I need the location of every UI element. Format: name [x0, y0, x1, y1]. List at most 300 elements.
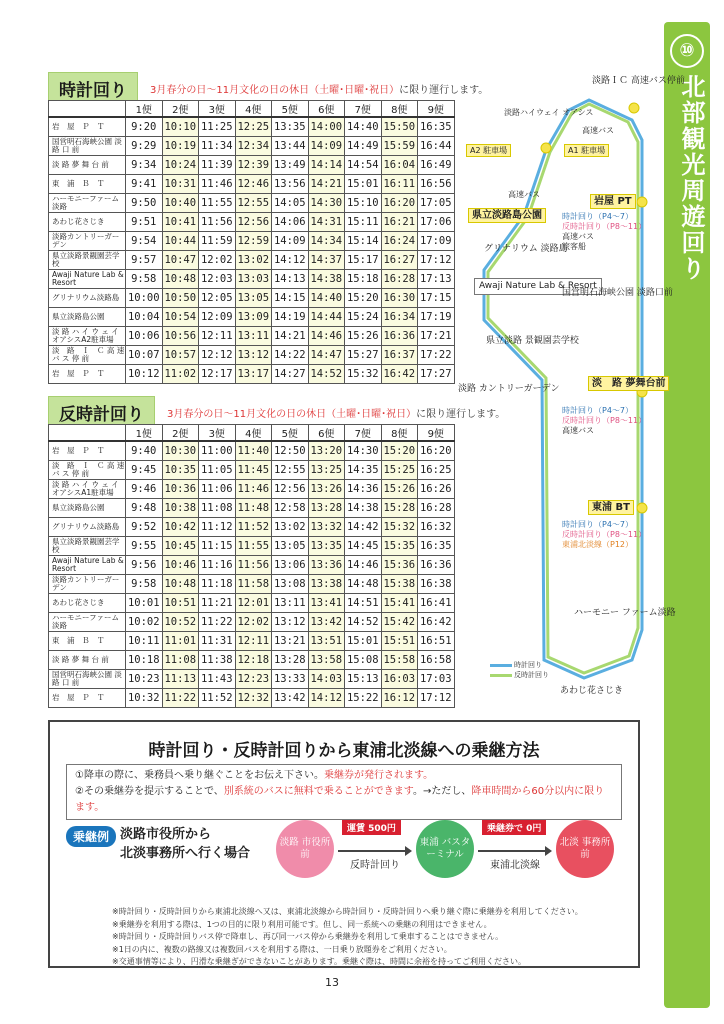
fine-print-line: ※乗継券を利用する際は、1つの目的に限り利用可能です。但し、同一系統への乗継の利用はできません。	[112, 919, 492, 929]
leg-1: 反時計回り	[350, 860, 400, 871]
time-cell: 11:05	[199, 460, 236, 479]
time-cell: 11:55	[235, 536, 272, 555]
time-cell: 16:41	[418, 593, 455, 612]
time-cell: 16:35	[418, 117, 455, 136]
time-cell: 11:13	[162, 669, 199, 688]
time-cell: 14:52	[345, 612, 382, 631]
time-cell: 14:14	[308, 155, 345, 174]
time-cell: 10:48	[162, 574, 199, 593]
time-cell: 13:35	[272, 117, 309, 136]
map-oasis: 淡路ハイウェイ オアシス	[504, 108, 594, 117]
stop-name: あわじ花さじき	[49, 593, 126, 612]
time-cell: 16:28	[418, 498, 455, 517]
time-cell: 12:11	[235, 631, 272, 650]
time-cell: 13:12	[272, 612, 309, 631]
time-cell: 12:59	[235, 231, 272, 250]
time-cell: 14:47	[308, 345, 345, 364]
time-cell: 14:30	[345, 441, 382, 460]
counterclockwise-timetable	[48, 424, 455, 708]
time-cell: 11:00	[199, 441, 236, 460]
table-row	[49, 155, 455, 174]
time-cell: 12:17	[199, 364, 236, 383]
time-cell: 14:46	[345, 555, 382, 574]
time-cell: 11:52	[199, 688, 236, 707]
time-cell: 16:26	[418, 479, 455, 498]
map-akashi: 国営明石海峡公園 淡路口前	[562, 288, 673, 298]
fine-print	[112, 906, 632, 969]
map-yumebutai: 淡 路 夢舞台前	[588, 376, 669, 391]
time-cell: 15:36	[381, 555, 418, 574]
time-cell: 13:12	[235, 345, 272, 364]
time-cell: 14:27	[272, 364, 309, 383]
map-nature-lab: Awaji Nature Lab & Resort	[474, 278, 602, 295]
section-number: ⑩	[670, 34, 704, 68]
time-cell: 15:22	[345, 688, 382, 707]
time-cell: 15:32	[345, 364, 382, 383]
time-cell: 11:34	[199, 136, 236, 155]
table-row	[49, 593, 455, 612]
time-cell: 10:07	[126, 345, 163, 364]
header-trip: 7便	[345, 425, 382, 442]
time-cell: 15:27	[345, 345, 382, 364]
time-cell: 10:46	[162, 555, 199, 574]
stop-name: 岩 屋 Ｐ Ｔ	[49, 441, 126, 460]
section-title: 北部観光周遊回り	[677, 74, 705, 282]
time-cell: 14:05	[272, 193, 309, 212]
time-cell: 9:45	[126, 460, 163, 479]
time-cell: 10:38	[162, 498, 199, 517]
map-hig-ccw: 反時計回り（P8～11）	[562, 530, 647, 539]
stop-name: 県立淡路景観園芸学校	[49, 250, 126, 269]
time-cell: 17:21	[418, 326, 455, 345]
node-city-office: 淡路 市役所前	[276, 820, 334, 878]
time-cell: 12:55	[235, 193, 272, 212]
time-cell: 16:56	[418, 174, 455, 193]
stop-name: 淡 路 夢 舞 台 前	[49, 650, 126, 669]
time-cell: 9:46	[126, 479, 163, 498]
time-cell: 16:28	[381, 269, 418, 288]
time-cell: 13:38	[308, 574, 345, 593]
stop-name: ハーモニーファーム淡路	[49, 193, 126, 212]
time-cell: 16:42	[418, 612, 455, 631]
header-trip: 7便	[345, 101, 382, 118]
time-cell: 9:20	[126, 117, 163, 136]
time-cell: 13:05	[272, 536, 309, 555]
table-row	[49, 441, 455, 460]
fine-print-line: ※時計回り・反時計回りバス停で降車し、再び同一バス停から乗継券を利用して乗車することはできません。	[112, 932, 504, 941]
table-row	[49, 193, 455, 212]
time-cell: 14:13	[272, 269, 309, 288]
header-row	[49, 425, 455, 442]
stop-name: 岩 屋 Ｐ Ｔ	[49, 688, 126, 707]
time-cell: 10:23	[126, 669, 163, 688]
time-cell: 12:39	[235, 155, 272, 174]
time-cell: 15:59	[381, 136, 418, 155]
table-row	[49, 574, 455, 593]
time-cell: 14:12	[272, 250, 309, 269]
stop-name: 淡路カントリーガーデン	[49, 574, 126, 593]
map-iwaya-hb: 高速バス	[562, 232, 594, 241]
time-cell: 16:35	[418, 536, 455, 555]
time-cell: 11:12	[199, 517, 236, 536]
table-row	[49, 498, 455, 517]
time-cell: 9:50	[126, 193, 163, 212]
time-cell: 14:06	[272, 212, 309, 231]
transfer-notes: ①降車の際に、乗務員へ乗り継ぐことをお伝え下さい。乗継券が発行されます。 ②その乗継券を提示することで、別系統のバスに無料で乗ることができます。→ただし、降車時間から60分以内に限ります。	[66, 764, 622, 820]
header-trip: 9便	[418, 101, 455, 118]
map-harmony: ハーモニー ファーム淡路	[574, 608, 676, 618]
stop-name: 淡 路 ハ イ ウ ェ イ オアシスA2駐車場	[49, 326, 126, 345]
map-park: 県立淡路島公園	[468, 208, 546, 223]
table-row	[49, 612, 455, 631]
map-highway-bus-2: 高速バス	[508, 190, 540, 199]
time-cell: 12:02	[199, 250, 236, 269]
stop-name: 淡 路 ハ イ ウ ェ イ オアシスA1駐車場	[49, 479, 126, 498]
time-cell: 12:18	[235, 650, 272, 669]
time-cell: 17:15	[418, 288, 455, 307]
time-cell: 14:03	[308, 669, 345, 688]
table-row	[49, 231, 455, 250]
stop-name: 県立淡路島公園	[49, 498, 126, 517]
time-cell: 16:36	[418, 555, 455, 574]
time-cell: 10:30	[162, 441, 199, 460]
time-cell: 10:35	[162, 460, 199, 479]
time-cell: 9:34	[126, 155, 163, 174]
time-cell: 11:08	[199, 498, 236, 517]
time-cell: 15:50	[381, 117, 418, 136]
stop-name: 淡路カントリーガーデン	[49, 231, 126, 250]
time-cell: 10:04	[126, 307, 163, 326]
time-cell: 11:45	[235, 460, 272, 479]
map-yume-ccw: 反時計回り（P8～11）	[562, 416, 647, 425]
time-cell: 14:51	[345, 593, 382, 612]
time-cell: 13:28	[308, 498, 345, 517]
time-cell: 10:51	[162, 593, 199, 612]
table-row	[49, 631, 455, 650]
time-cell: 14:45	[345, 536, 382, 555]
map-school: 県立淡路 景観園芸学校	[486, 336, 579, 346]
header-trip: 8便	[381, 425, 418, 442]
time-cell: 11:08	[162, 650, 199, 669]
time-cell: 16:58	[418, 650, 455, 669]
table-row	[49, 536, 455, 555]
stop-name: ハーモニーファーム淡路	[49, 612, 126, 631]
map-ic: 淡路ＩＣ 高速バス停前	[592, 76, 685, 86]
time-cell: 15:32	[381, 517, 418, 536]
time-cell: 13:20	[308, 441, 345, 460]
time-cell: 15:42	[381, 612, 418, 631]
time-cell: 11:31	[199, 631, 236, 650]
time-cell: 15:01	[345, 631, 382, 650]
header-trip: 2便	[162, 101, 199, 118]
time-cell: 11:38	[199, 650, 236, 669]
time-cell: 9:51	[126, 212, 163, 231]
header-trip: 1便	[126, 425, 163, 442]
time-cell: 13:17	[235, 364, 272, 383]
time-cell: 12:12	[199, 345, 236, 364]
table-row	[49, 479, 455, 498]
time-cell: 13:42	[308, 612, 345, 631]
time-cell: 17:27	[418, 364, 455, 383]
table-row	[49, 174, 455, 193]
time-cell: 12:55	[272, 460, 309, 479]
map-a1: A1 駐車場	[564, 144, 609, 157]
table-row	[49, 288, 455, 307]
time-cell: 16:32	[418, 517, 455, 536]
time-cell: 13:06	[272, 555, 309, 574]
time-cell: 11:56	[235, 555, 272, 574]
arrow-1	[338, 850, 410, 852]
stop-name: 東 浦 Ｂ Ｔ	[49, 174, 126, 193]
time-cell: 10:11	[126, 631, 163, 650]
table-row	[49, 307, 455, 326]
table-row	[49, 345, 455, 364]
example-badge: 乗継例	[66, 826, 116, 847]
time-cell: 12:50	[272, 441, 309, 460]
time-cell: 13:11	[272, 593, 309, 612]
time-cell: 15:18	[345, 269, 382, 288]
time-cell: 16:36	[381, 326, 418, 345]
clockwise-note: 3月春分の日～11月文化の日の休日（土曜･日曜･祝日）に限り運行します。	[150, 85, 489, 96]
header-trip: 6便	[308, 425, 345, 442]
time-cell: 15:01	[345, 174, 382, 193]
stop-name: あわじ花さじき	[49, 212, 126, 231]
time-cell: 15:51	[381, 631, 418, 650]
time-cell: 10:24	[162, 155, 199, 174]
map-yume-hb: 高速バス	[562, 426, 594, 435]
fare-tag-2: 乗継券で 0円	[482, 820, 546, 835]
fine-print-line: ※1日の内に、複数の路線又は複数回バスを利用する際は、一日乗り放題券をご利用ください。	[112, 944, 452, 954]
map-greenarium: グリナリウム 淡路島	[484, 244, 568, 254]
time-cell: 11:46	[199, 174, 236, 193]
time-cell: 12:01	[235, 593, 272, 612]
time-cell: 13:35	[308, 536, 345, 555]
time-cell: 16:20	[381, 193, 418, 212]
time-cell: 14:48	[345, 574, 382, 593]
time-cell: 17:06	[418, 212, 455, 231]
time-cell: 9:40	[126, 441, 163, 460]
time-cell: 14:40	[345, 117, 382, 136]
time-cell: 11:01	[162, 631, 199, 650]
time-cell: 9:41	[126, 174, 163, 193]
table-row	[49, 364, 455, 383]
time-cell: 14:09	[308, 136, 345, 155]
time-cell: 13:02	[272, 517, 309, 536]
time-cell: 14:40	[308, 288, 345, 307]
stop-name: 国営明石海峡公園 淡 路 口 前	[49, 669, 126, 688]
time-cell: 11:48	[235, 498, 272, 517]
header-trip: 1便	[126, 101, 163, 118]
table-row	[49, 136, 455, 155]
time-cell: 12:46	[235, 174, 272, 193]
time-cell: 9:58	[126, 269, 163, 288]
map-hanasajiki: あわじ花さじき	[560, 686, 624, 696]
time-cell: 15:08	[345, 650, 382, 669]
time-cell: 11:55	[199, 193, 236, 212]
route-map	[458, 40, 685, 700]
time-cell: 9:55	[126, 536, 163, 555]
time-cell: 9:29	[126, 136, 163, 155]
map-yume-cw: 時計回り（P4～7）	[562, 406, 634, 415]
table-row	[49, 669, 455, 688]
time-cell: 13:05	[235, 288, 272, 307]
time-cell: 16:24	[381, 231, 418, 250]
time-cell: 15:28	[381, 498, 418, 517]
time-cell: 9:52	[126, 517, 163, 536]
stop-name: 東 浦 Ｂ Ｔ	[49, 631, 126, 650]
stop-dot-higashiura	[637, 503, 647, 513]
map-iwaya: 岩屋 PT	[590, 194, 636, 209]
map-hig-tohoku: 東浦北淡線（P12）	[562, 540, 634, 549]
time-cell: 14:54	[345, 155, 382, 174]
time-cell: 12:32	[235, 688, 272, 707]
time-cell: 16:04	[381, 155, 418, 174]
time-cell: 17:19	[418, 307, 455, 326]
time-cell: 13:56	[272, 174, 309, 193]
time-cell: 13:44	[272, 136, 309, 155]
time-cell: 9:57	[126, 250, 163, 269]
header-corner	[49, 425, 126, 442]
page-number: 13	[325, 976, 339, 989]
time-cell: 12:02	[235, 612, 272, 631]
time-cell: 10:40	[162, 193, 199, 212]
stop-name: 県立淡路島公園	[49, 307, 126, 326]
time-cell: 14:34	[308, 231, 345, 250]
time-cell: 11:40	[235, 441, 272, 460]
time-cell: 16:51	[418, 631, 455, 650]
time-cell: 10:54	[162, 307, 199, 326]
time-cell: 16:12	[381, 688, 418, 707]
header-trip: 5便	[272, 425, 309, 442]
time-cell: 10:41	[162, 212, 199, 231]
time-cell: 15:35	[381, 536, 418, 555]
time-cell: 13:08	[272, 574, 309, 593]
time-cell: 16:03	[381, 669, 418, 688]
example-text: 淡路市役所から 北淡事務所へ行く場合	[120, 827, 251, 861]
time-cell: 15:24	[345, 307, 382, 326]
map-iwaya-ship: 旅客船	[562, 242, 586, 251]
time-cell: 14:00	[308, 117, 345, 136]
stop-dot-iwaya	[637, 197, 647, 207]
stop-name: 国営明石海峡公園 淡 路 口 前	[49, 136, 126, 155]
time-cell: 13:21	[272, 631, 309, 650]
time-cell: 10:44	[162, 231, 199, 250]
time-cell: 10:00	[126, 288, 163, 307]
time-cell: 10:01	[126, 593, 163, 612]
time-cell: 11:02	[162, 364, 199, 383]
time-cell: 15:38	[381, 574, 418, 593]
time-cell: 16:25	[418, 460, 455, 479]
time-cell: 14:09	[272, 231, 309, 250]
stop-name: 県立淡路景観園芸学校	[49, 536, 126, 555]
time-cell: 13:36	[308, 555, 345, 574]
time-cell: 9:54	[126, 231, 163, 250]
stop-dot-oasis	[541, 143, 551, 153]
time-cell: 12:05	[199, 288, 236, 307]
time-cell: 16:11	[381, 174, 418, 193]
time-cell: 10:06	[126, 326, 163, 345]
time-cell: 12:11	[199, 326, 236, 345]
time-cell: 12:58	[272, 498, 309, 517]
stop-name: 淡 路 Ｉ Ｃ 高 速 バ ス 停 前	[49, 345, 126, 364]
stop-dot-ic	[629, 103, 639, 113]
time-cell: 13:58	[308, 650, 345, 669]
time-cell: 11:46	[235, 479, 272, 498]
time-cell: 11:22	[199, 612, 236, 631]
time-cell: 13:33	[272, 669, 309, 688]
time-cell: 11:43	[199, 669, 236, 688]
time-cell: 15:11	[345, 212, 382, 231]
time-cell: 14:19	[272, 307, 309, 326]
time-cell: 13:42	[272, 688, 309, 707]
counterclockwise-note: 3月春分の日～11月文化の日の休日（土曜･日曜･祝日）に限り運行します。	[167, 409, 506, 420]
time-cell: 9:58	[126, 574, 163, 593]
time-cell: 10:10	[162, 117, 199, 136]
table-row	[49, 460, 455, 479]
time-cell: 15:14	[345, 231, 382, 250]
table-row	[49, 517, 455, 536]
time-cell: 14:22	[272, 345, 309, 364]
table-row	[49, 269, 455, 288]
time-cell: 14:49	[345, 136, 382, 155]
time-cell: 13:49	[272, 155, 309, 174]
time-cell: 10:50	[162, 288, 199, 307]
time-cell: 17:05	[418, 193, 455, 212]
time-cell: 11:59	[199, 231, 236, 250]
time-cell: 12:56	[235, 212, 272, 231]
time-cell: 14:12	[308, 688, 345, 707]
node-hokudan-office: 北淡 事務所前	[556, 820, 614, 878]
transfer-title: 時計回り・反時計回りから東浦北淡線への乗継方法	[148, 741, 540, 761]
time-cell: 10:12	[126, 364, 163, 383]
fine-print-line: ※時計回り・反時計回りから東浦北淡線へ又は、東浦北淡線から時計回り・反時計回りへ乗り継ぐ際に乗継券を利用してください。	[112, 907, 583, 916]
time-cell: 14:46	[308, 326, 345, 345]
time-cell: 12:56	[272, 479, 309, 498]
time-cell: 14:36	[345, 479, 382, 498]
header-trip: 9便	[418, 425, 455, 442]
map-iwaya-ccw: 反時計回り（P8～11）	[562, 222, 647, 231]
map-country: 淡路 カントリーガーデン	[458, 384, 560, 394]
header-trip: 5便	[272, 101, 309, 118]
time-cell: 14:15	[272, 288, 309, 307]
time-cell: 13:25	[308, 460, 345, 479]
table-row	[49, 212, 455, 231]
time-cell: 11:22	[162, 688, 199, 707]
time-cell: 16:30	[381, 288, 418, 307]
time-cell: 13:03	[235, 269, 272, 288]
section-sidebar	[664, 22, 710, 1008]
leg-2: 東浦北淡線	[490, 860, 540, 871]
fare-tag-1: 運賃 500円	[342, 820, 401, 835]
header-corner	[49, 101, 126, 118]
time-cell: 11:06	[199, 479, 236, 498]
time-cell: 16:38	[418, 574, 455, 593]
clockwise-label: 時計回り	[48, 72, 138, 105]
time-cell: 10:32	[126, 688, 163, 707]
time-cell: 13:28	[272, 650, 309, 669]
table-row	[49, 117, 455, 136]
table-row	[49, 326, 455, 345]
route-lines	[464, 40, 660, 700]
time-cell: 15:26	[381, 479, 418, 498]
time-cell: 11:16	[199, 555, 236, 574]
fine-print-line: ※交通事情等により、円滑な乗継ぎができないことがあります。乗継ぐ際は、時間に余裕を持ってご利用ください。	[112, 957, 527, 966]
header-trip: 4便	[235, 101, 272, 118]
header-trip: 4便	[235, 425, 272, 442]
time-cell: 14:38	[345, 498, 382, 517]
time-cell: 15:13	[345, 669, 382, 688]
time-cell: 15:10	[345, 193, 382, 212]
